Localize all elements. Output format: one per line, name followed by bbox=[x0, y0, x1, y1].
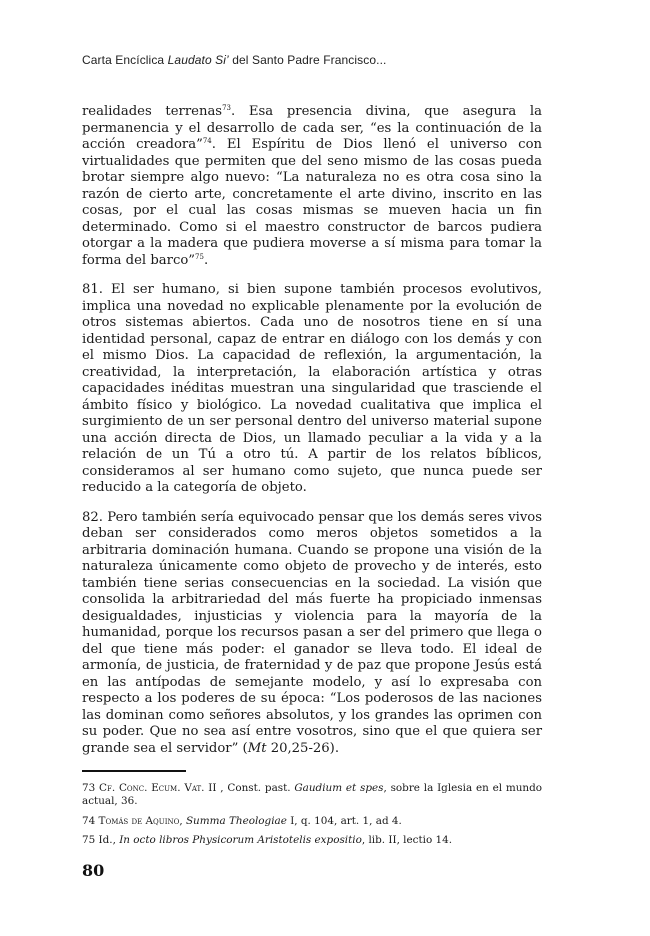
fn73-number: 73 bbox=[82, 782, 100, 794]
main-text bbox=[82, 104, 542, 770]
p3-bible-ref: Mt bbox=[247, 740, 267, 756]
p3-text-1: 82. Pero también sería equivocado pensar que los demás seres vivos deban ser considerados como meros objetos sometidos a la arbitraria dominación humana. Cuando se propone una visión de la naturaleza únicamente como objeto de provecho y de interés, esto también tiene serias consecuencias en la sociedad. La visión que consolida la arbitrariedad del más fuerte ha propiciado inmensas desigualdades, injusticias y violencia para la mayoría de la humanidad, porque los recursos pasan a ser del primero que llega o del que tiene más poder: el ganador se lleva todo. El ideal de armonía, de justicia, de fraternidad y de paz que propone Jesús está en las antípodas de semejante modelo, y así lo expresaba con respecto a los poderes de su época: “Los poderosos de las naciones las dominan como señores absolutos, y los grandes las oprimen con su poder. Que no sea así entre vosotros, sino que el que quiera ser grande sea el servidor” ( bbox=[82, 509, 542, 756]
fn75-text-2: , lib. II, lectio 14. bbox=[361, 834, 453, 847]
footnote-74 bbox=[82, 815, 542, 828]
footnote-ref-74[interactable]: 74 bbox=[202, 137, 212, 145]
footnote-75 bbox=[82, 834, 542, 847]
fn73-text-2: , sobre la Iglesia en el mundo actual, 36. bbox=[82, 782, 543, 808]
footnote-73 bbox=[82, 782, 542, 809]
page-number: 80 bbox=[82, 861, 105, 880]
p1-text-4: . bbox=[203, 252, 209, 268]
fn73-source: Cf. Conc. Ecum. Vat. II bbox=[99, 782, 217, 794]
fn74-author: Tomás de Aquino bbox=[98, 814, 180, 827]
fn75-text-1: Id., bbox=[98, 834, 120, 847]
fn73-work-title: Gaudium et spes bbox=[294, 782, 384, 794]
footnote-ref-73[interactable]: 73 bbox=[222, 104, 231, 112]
p1-text-1: realidades terrenas bbox=[82, 104, 223, 119]
footnote-ref-75[interactable]: 75 bbox=[195, 252, 204, 261]
header-prefix: Carta Encíclica bbox=[82, 53, 168, 67]
paragraph-81: 81. El ser humano, si bien supone también procesos evolutivos, implica una novedad no explicable plenamente por la evolución de otros sistemas abiertos. Cada uno de nosotros tiene en sí una identidad personal, capaz de entrar en diálogo con los demás y con el mismo Dios. La capacidad de reflexión, la argumentación, la creatividad, la interpretación, la elaboración artística y otras capacidades inéditas muestran una singularidad que trasciende el ámbito físico y biológico. La novedad cualitativa que implica el surgimiento de un ser personal dentro del universo material supone una acción directa de Dios, un llamado peculiar a la vida y a la relación de un Tú a otro tú. A partir de los relatos bíblicos, consideramos al ser humano como sujeto, que nunca puede ser reducido a la categoría de objeto. bbox=[82, 282, 542, 495]
fn74-text-1: , bbox=[179, 814, 186, 827]
p1-text-3: . El Espíritu de Dios llenó el universo con virtualidades que permiten que del seno mismo de las cosas pueda brotar siempre algo nuevo: “La naturaleza no es otra cosa sino la razón de cierto arte, concretamente el arte divino, inscrito en las cosas, por el cual las cosas mismas se mueven hacia un fin determinado. Como si el maestro constructor de barcos pudiera otorgar a la madera que pudiera moverse a sí misma para tomar la forma del barco” bbox=[82, 137, 543, 268]
fn75-number: 75 bbox=[82, 834, 99, 847]
p1-text-2: . Esa presencia divina, que asegura la permanencia y el desarrollo de cada ser, “es la continuación de la acción creadora” bbox=[82, 104, 542, 152]
p3-text-2: 20,25-26). bbox=[266, 740, 340, 756]
header-suffix: del Santo Padre Francisco... bbox=[228, 53, 387, 67]
footnotes bbox=[82, 782, 542, 854]
fn74-text-2: I, q. 104, art. 1, ad 4. bbox=[286, 814, 402, 827]
fn73-text-1: , Const. past. bbox=[216, 782, 295, 794]
fn74-work-title: Summa Theologiae bbox=[185, 814, 287, 827]
footnote-divider bbox=[82, 770, 186, 772]
paragraph-continuation bbox=[82, 104, 542, 269]
paragraph-82 bbox=[82, 510, 542, 758]
fn75-work-title: In octo libros Physicorum Aristotelis expositio bbox=[119, 834, 362, 847]
running-header bbox=[82, 53, 386, 67]
header-encyclical-title: Laudato Si’ bbox=[167, 53, 229, 67]
fn74-number: 74 bbox=[82, 814, 99, 827]
